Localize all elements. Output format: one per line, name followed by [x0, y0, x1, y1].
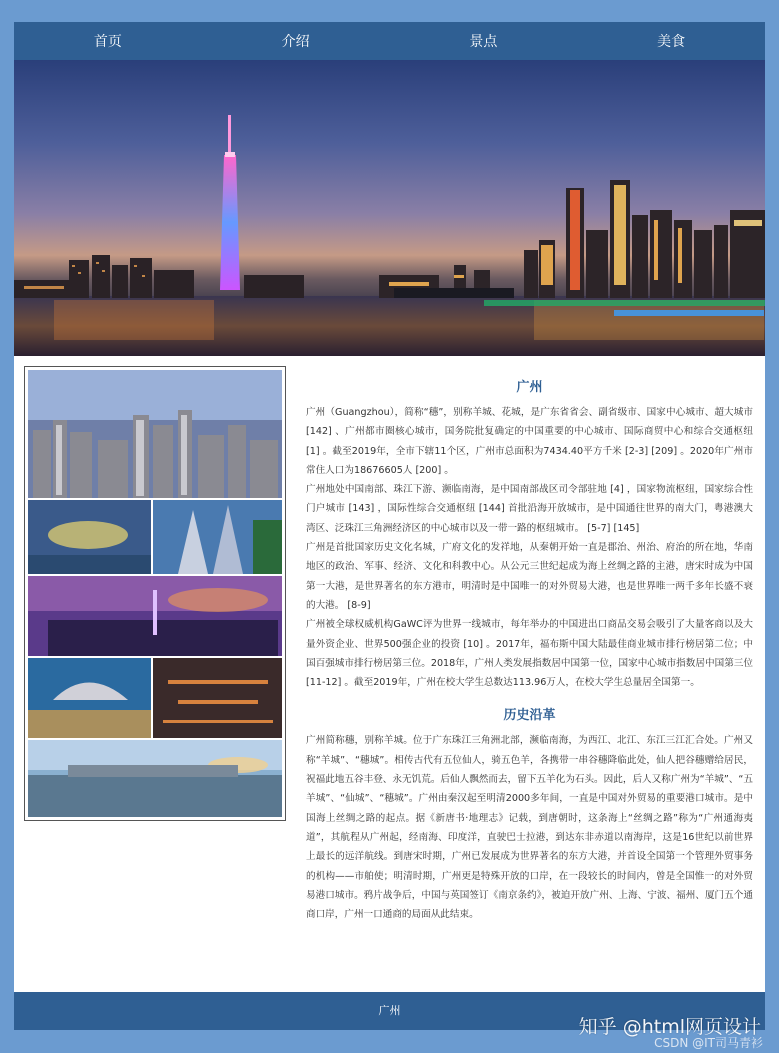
- photo-collage: [24, 366, 286, 821]
- intro-paragraph-3: 广州是首批国家历史文化名城，广府文化的发祥地，从秦朝开始一直是郡治、州治、府治的所在地，华南地区的政治、军事、经济、文化和科教中心。从公元三世纪起成为海上丝绸之路的主港，唐宋时成为中国第一大港，是世界著名的东方港市，明清时是中国唯一的对外贸易大港，也是世界唯一两千多年长盛不衰的大港。 [8-9]: [306, 542, 753, 611]
- guangzhou-skyline-illustration: [14, 60, 765, 356]
- nav-item-intro[interactable]: 介绍: [281, 34, 310, 50]
- nav-item-home[interactable]: 首页: [93, 34, 122, 50]
- history-paragraph: 广州简称穗，别称羊城。位于广东珠江三角洲北部，濒临南海，为西江、北江、东江三江汇合处。广州又称“羊城”、“穗城”。相传古代有五位仙人，骑五色羊，各携带一串谷穗降临此处，仙人把谷穗赠给居民，祝福此地五谷丰登、永无饥荒。后仙人飘然而去，留下五羊化为石头。因此，后人又称广州为“羊城”、“五羊城”、“仙城”、“穗城”。广州由秦汉起至明清2000多年间，一直是中国对外贸易的重要港口城市。是中国海上丝绸之路的起点。据《新唐书·地理志》记载，到唐朝时，这条海上“丝绸之路”称为“广州通海夷道”，其航程从广州起，经南海、印度洋，直驶巴士拉港，到达东非赤道以南海岸，这是16世纪以前世界上最长的远洋航线。到唐宋时期，广州已发展成为世界著名的东方大港，并首设全国第一个管理外贸事务的机构——市舶使；明清时期，广州更是特殊开放的口岸，在一段较长的时间内，曾是全国惟一的对外贸易港口城市。鸦片战争后，中国与英国签订《南京条约》，被迫开放广州、上海、宁波、福州、厦门五个通商口岸，广州一口通商的局面从此结束。: [306, 735, 753, 921]
- article: [286, 366, 755, 924]
- section-title-guangzhou: 广州: [516, 380, 543, 395]
- csdn-watermark: CSDN @IT司马青衫: [654, 1036, 763, 1050]
- page: [14, 22, 765, 1030]
- nav-item-food[interactable]: 美食: [657, 34, 686, 50]
- intro-paragraph-2: 广州地处中国南部、珠江下游、濒临南海，是中国南部战区司令部驻地 [4] ，国家物流枢纽，国家综合性门户城市 [143] ，国际性综合交通枢纽 [144] 首批沿海开放城市，是中国通往世界的南大门，粤港澳大湾区、泛珠江三角洲经济区的中心城市以及一带一路的枢纽城市。 [5-7] [145]: [306, 484, 753, 534]
- nav-item-sights[interactable]: 景点: [469, 34, 498, 50]
- hero-banner-image: [14, 60, 765, 356]
- zhihu-watermark: 知乎 @html网页设计: [578, 1016, 761, 1038]
- top-nav: [14, 22, 765, 60]
- main-content: [14, 356, 765, 924]
- section-title-history: 历史沿革: [503, 708, 556, 724]
- intro-paragraph-1: 广州（Guangzhou），简称“穗”，别称羊城、花城，是广东省省会、副省级市、国家中心城市、超大城市 [142] 、广州都市圈核心城市，国务院批复确定的中国重要的中心城市、国际商贸中心和综合交通枢纽 [1] 。截至2019年，全市下辖11个区，广州市总面积为7434.40平方千米 [2-3] [209] 。2020年广州市常住人口为18676605人 [200] 。: [306, 407, 753, 476]
- collage-images: [28, 370, 282, 817]
- intro-paragraph-4: 广州被全球权威机构GaWC评为世界一线城市，每年举办的中国进出口商品交易会吸引了大量客商以及大量外资企业、世界500强企业的投资 [10] 。2017年，福布斯中国大陆最佳商业城市排行榜居第二位；中国百强城市排行榜居第三位。2018年，广州人类发展指数居中国第一位，国家中心城市指数居中国第三位 [11-12] 。截至2019年，广州在校大学生总数达113.96万人，在校大学生总量居全国第一。: [306, 619, 753, 689]
- footer: 广州: [14, 992, 765, 1030]
